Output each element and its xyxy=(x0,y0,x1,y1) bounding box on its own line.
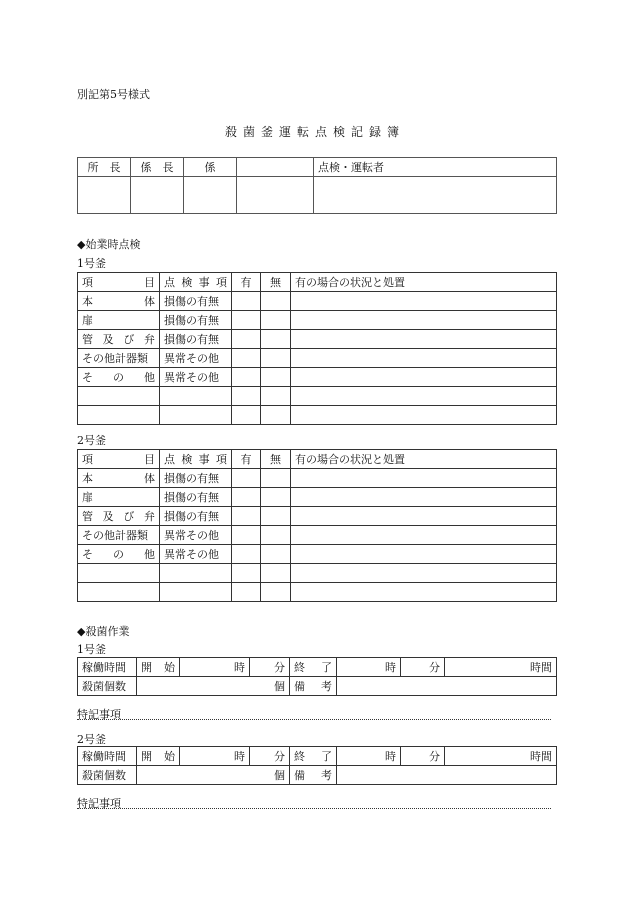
row-item: 管及び弁 xyxy=(78,507,160,526)
row-check[interactable] xyxy=(160,387,232,406)
col-header-status: 有の場合の状況と処置 xyxy=(291,273,557,292)
yes-cell[interactable] xyxy=(232,406,261,425)
yes-cell[interactable] xyxy=(232,545,261,564)
end-minute-field[interactable] xyxy=(401,658,445,677)
yes-cell[interactable] xyxy=(232,368,261,387)
start-label: 開 始 xyxy=(137,747,180,766)
status-cell[interactable] xyxy=(291,387,557,406)
approval-header-chief: 係 長 xyxy=(131,158,184,177)
approval-stamp-staff[interactable] xyxy=(184,177,237,214)
no-cell[interactable] xyxy=(261,469,291,488)
row-item: そ の 他 xyxy=(78,368,160,387)
yes-cell[interactable] xyxy=(232,311,261,330)
end-minute-field[interactable] xyxy=(401,747,445,766)
approval-stamp-director[interactable] xyxy=(78,177,131,214)
yes-cell[interactable] xyxy=(232,349,261,368)
row-item: 本 体 xyxy=(78,469,160,488)
table-row xyxy=(78,469,557,488)
status-cell[interactable] xyxy=(291,311,557,330)
status-cell[interactable] xyxy=(291,507,557,526)
no-cell[interactable] xyxy=(261,406,291,425)
row-check: 損傷の有無 xyxy=(160,330,232,349)
status-cell[interactable] xyxy=(291,488,557,507)
special-notes-line[interactable] xyxy=(77,808,551,809)
yes-cell[interactable] xyxy=(232,526,261,545)
startup-heading: ◆始業時点検 xyxy=(77,238,141,251)
table-row xyxy=(78,368,557,387)
status-cell[interactable] xyxy=(291,406,557,425)
table-row xyxy=(78,330,557,349)
no-cell[interactable] xyxy=(261,349,291,368)
yes-cell[interactable] xyxy=(232,387,261,406)
hour-unit: 時 xyxy=(385,661,396,674)
table-row xyxy=(78,545,557,564)
yes-cell[interactable] xyxy=(232,292,261,311)
total-hours-field[interactable] xyxy=(445,747,557,766)
yes-cell[interactable] xyxy=(232,469,261,488)
hours-unit: 時間 xyxy=(530,750,552,763)
start-minute-field[interactable] xyxy=(250,658,290,677)
special-notes-label: 特記事項 xyxy=(77,708,121,721)
approval-stamp-blank[interactable] xyxy=(237,177,314,214)
col-header-check: 点検事項 xyxy=(160,450,232,469)
table-row xyxy=(78,488,557,507)
count-unit: 個 xyxy=(274,680,285,693)
col-header-item: 項 目 xyxy=(78,273,160,292)
col-header-yes: 有 xyxy=(232,273,261,292)
no-cell[interactable] xyxy=(261,526,291,545)
count-label: 殺菌個数 xyxy=(78,766,137,785)
row-item[interactable] xyxy=(78,406,160,425)
minute-unit: 分 xyxy=(429,750,440,763)
hours-unit: 時間 xyxy=(530,661,552,674)
startup-kettle-1-label: 1号釜 xyxy=(77,257,106,270)
yes-cell[interactable] xyxy=(232,507,261,526)
start-hour-field[interactable] xyxy=(180,747,250,766)
end-hour-field[interactable] xyxy=(337,747,401,766)
no-cell[interactable] xyxy=(261,564,291,583)
operating-time-label: 稼働時間 xyxy=(78,658,137,677)
status-cell[interactable] xyxy=(291,583,557,602)
minute-unit: 分 xyxy=(429,661,440,674)
end-label: 終 了 xyxy=(290,658,337,677)
approval-stamp-chief[interactable] xyxy=(131,177,184,214)
start-hour-field[interactable] xyxy=(180,658,250,677)
no-cell[interactable] xyxy=(261,330,291,349)
status-cell[interactable] xyxy=(291,368,557,387)
status-cell[interactable] xyxy=(291,564,557,583)
row-item[interactable] xyxy=(78,564,160,583)
count-field[interactable] xyxy=(137,766,290,785)
special-notes-line[interactable] xyxy=(77,719,551,720)
startup-table-kettle-1 xyxy=(77,272,557,425)
status-cell[interactable] xyxy=(291,330,557,349)
row-item: そ の 他 xyxy=(78,545,160,564)
status-cell[interactable] xyxy=(291,545,557,564)
total-hours-field[interactable] xyxy=(445,658,557,677)
col-header-check: 点検事項 xyxy=(160,273,232,292)
document-title: 殺菌釜運転点検記録簿 xyxy=(224,125,405,139)
row-check: 損傷の有無 xyxy=(160,507,232,526)
col-header-yes: 有 xyxy=(232,450,261,469)
hour-unit: 時 xyxy=(234,661,245,674)
minute-unit: 分 xyxy=(274,750,285,763)
status-cell[interactable] xyxy=(291,292,557,311)
row-check[interactable] xyxy=(160,406,232,425)
sterilization-kettle-1-label: 1号釜 xyxy=(77,643,106,656)
sterilization-kettle-2-label: 2号釜 xyxy=(77,733,106,746)
yes-cell[interactable] xyxy=(232,488,261,507)
start-label: 開 始 xyxy=(137,658,180,677)
status-cell[interactable] xyxy=(291,526,557,545)
table-row xyxy=(78,387,557,406)
row-check: 異常その他 xyxy=(160,349,232,368)
table-row xyxy=(78,564,557,583)
sterilization-heading: ◆殺菌作業 xyxy=(77,625,130,638)
no-cell[interactable] xyxy=(261,545,291,564)
table-row xyxy=(78,292,557,311)
remarks-label: 備 考 xyxy=(290,677,337,696)
col-header-item: 項 目 xyxy=(78,450,160,469)
row-item[interactable] xyxy=(78,583,160,602)
sterilization-table-kettle-2 xyxy=(77,746,557,785)
sterilization-table-kettle-1 xyxy=(77,657,557,696)
remarks-label: 備 考 xyxy=(290,766,337,785)
operating-time-label: 稼働時間 xyxy=(78,747,137,766)
startup-table-kettle-2 xyxy=(77,449,557,602)
approval-header-blank xyxy=(237,158,314,177)
table-row xyxy=(78,507,557,526)
no-cell[interactable] xyxy=(261,387,291,406)
table-row xyxy=(78,526,557,545)
no-cell[interactable] xyxy=(261,292,291,311)
no-cell[interactable] xyxy=(261,311,291,330)
approval-header-staff: 係 xyxy=(184,158,237,177)
row-item: 扉 xyxy=(78,311,160,330)
row-check: 損傷の有無 xyxy=(160,311,232,330)
row-check: 異常その他 xyxy=(160,526,232,545)
count-unit: 個 xyxy=(274,769,285,782)
no-cell[interactable] xyxy=(261,488,291,507)
yes-cell[interactable] xyxy=(232,583,261,602)
no-cell[interactable] xyxy=(261,583,291,602)
hour-unit: 時 xyxy=(234,750,245,763)
approval-table xyxy=(77,157,557,214)
remarks-field[interactable] xyxy=(337,677,557,696)
row-item: その他計器類 xyxy=(78,349,160,368)
special-notes-label: 特記事項 xyxy=(77,797,121,810)
row-check[interactable] xyxy=(160,564,232,583)
status-cell[interactable] xyxy=(291,469,557,488)
count-label: 殺菌個数 xyxy=(78,677,137,696)
minute-unit: 分 xyxy=(274,661,285,674)
remarks-field[interactable] xyxy=(337,766,557,785)
table-header-row xyxy=(78,273,557,292)
row-item: 管及び弁 xyxy=(78,330,160,349)
table-row xyxy=(78,311,557,330)
table-header-row xyxy=(78,450,557,469)
col-header-no: 無 xyxy=(261,450,291,469)
status-cell[interactable] xyxy=(291,349,557,368)
row-check: 損傷の有無 xyxy=(160,292,232,311)
row-check: 異常その他 xyxy=(160,368,232,387)
row-item[interactable] xyxy=(78,387,160,406)
startup-kettle-2-label: 2号釜 xyxy=(77,434,106,447)
yes-cell[interactable] xyxy=(232,330,261,349)
table-row xyxy=(78,583,557,602)
row-item: 扉 xyxy=(78,488,160,507)
table-row xyxy=(78,406,557,425)
row-check: 損傷の有無 xyxy=(160,488,232,507)
start-minute-field[interactable] xyxy=(250,747,290,766)
row-check: 損傷の有無 xyxy=(160,469,232,488)
yes-cell[interactable] xyxy=(232,564,261,583)
approval-stamp-operator[interactable] xyxy=(314,177,557,214)
approval-header-director: 所 長 xyxy=(78,158,131,177)
end-label: 終 了 xyxy=(290,747,337,766)
row-check[interactable] xyxy=(160,583,232,602)
approval-header-operator: 点検・運転者 xyxy=(314,158,557,177)
no-cell[interactable] xyxy=(261,368,291,387)
row-check: 異常その他 xyxy=(160,545,232,564)
row-item: 本 体 xyxy=(78,292,160,311)
form-label: 別記第5号様式 xyxy=(77,88,150,101)
no-cell[interactable] xyxy=(261,507,291,526)
col-header-status: 有の場合の状況と処置 xyxy=(291,450,557,469)
col-header-no: 無 xyxy=(261,273,291,292)
hour-unit: 時 xyxy=(385,750,396,763)
row-item: その他計器類 xyxy=(78,526,160,545)
count-field[interactable] xyxy=(137,677,290,696)
end-hour-field[interactable] xyxy=(337,658,401,677)
table-row xyxy=(78,349,557,368)
